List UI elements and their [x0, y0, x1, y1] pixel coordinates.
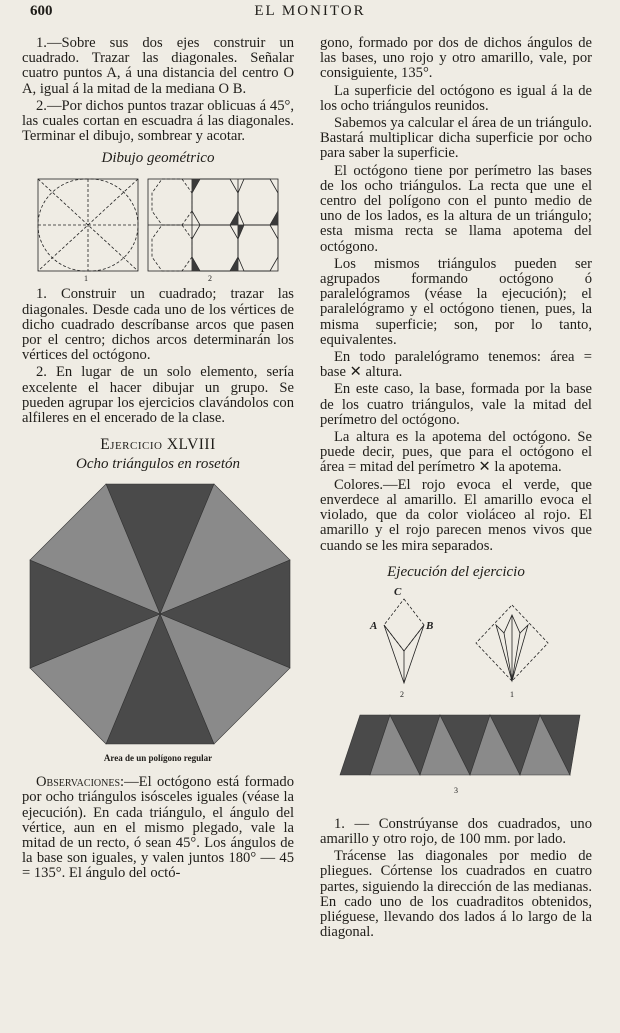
folding-step-1	[476, 605, 548, 681]
paragraph: La superficie del octógono es igual á la de los ocho triángulos reunidos.	[320, 82, 592, 114]
octagon-pattern	[148, 179, 278, 271]
exercise-heading: Ejercicio XLVIII	[100, 436, 216, 454]
execution-figure	[320, 585, 592, 811]
running-title: EL MONITOR	[254, 3, 366, 19]
folding-step-2	[384, 599, 424, 683]
paragraph: Trácense las diagonales por medio de pliegues. Córtense los cuadrados en cuatro partes, siguiendo la dirección de las medianas. En cado uno de los cuadraditos obtenidos, pliéguese, llevando dos lados á lo largo de la diagonal.	[320, 848, 592, 941]
octagon-caption: Area de un polígono regular	[103, 753, 213, 764]
octagon-rosette-figure	[22, 477, 294, 751]
figure-number: 2	[208, 274, 212, 284]
paragraph: Los mismos triángulos pueden ser agrupados formando octógono ó paralelógramos (véase la ejecución); el paralelógramo y el octógono tienen, pues, la misma superficie; son, por lo tanto, equivalentes.	[320, 255, 592, 348]
paragraph: 2.—Por dichos puntos trazar oblicuas á 45°, las cuales cortan en escuadra á las diagonales. Terminar el dibujo, sombrear y acotar.	[22, 97, 294, 145]
paragraph: 1. — Constrúyanse dos cuadrados, uno amarillo y otro rojo, de 100 mm. por lado.	[320, 815, 592, 847]
paragraph: Colores.—El rojo evoca el verde, que enverdece al amarillo. El amarillo evoca el violado, que da color violáceo al rojo. El amarillo y el rojo parecen menos vivos que cuando se les mira separados.	[320, 476, 592, 554]
page-header	[0, 3, 620, 23]
paragraph: Sabemos ya calcular el área de un triángulo. Bastará multiplicar dicha superficie por ocho para saber la superficie.	[320, 115, 592, 162]
label-c: C	[394, 585, 402, 598]
observations-label: Observaciones:	[36, 774, 125, 791]
figure-number: 1	[510, 689, 514, 699]
paragraph: En este caso, la base, formada por la base de los cuatro triángulos, vale la mitad del perímetro del octógono.	[320, 381, 592, 428]
page-number: 600	[30, 3, 53, 19]
figure-number: 1	[84, 274, 88, 284]
exercise-subtitle: Ocho triángulos en rosetón	[75, 456, 241, 473]
paragraph: gono, formado por dos de dichos ángulos de las bases, uno rojo y otro amarillo, vale, por consiguiente, 135°.	[320, 35, 592, 82]
right-column	[320, 36, 592, 942]
label-b: B	[426, 619, 434, 632]
paragraph: 2. En lugar de un solo elemento, sería excelente el hacer dibujar un grupo. Se pueden agrupar los ejercicios clavándolos con alfileres en el encerado de la clase.	[22, 364, 294, 427]
paragraph: El octógono tiene por perímetro las bases de los ocho triángulos. La recta que une el centro del polígono con el punto medio de uno de los lados, es la altura de un triángulo; esta misma recta se llama apotema del octógono.	[320, 162, 592, 255]
construction-square	[38, 179, 138, 271]
left-column	[22, 36, 294, 884]
paragraph: La altura es la apotema del octógono. Se puede decir, pues, que para el octógono el área = mitad del perímetro ✕ la apotema.	[320, 429, 592, 476]
paragraph: 1.—Sobre sus dos ejes construir un cuadrado. Trazar las diagonales. Señalar cuatro puntos A, á una distancia del centro O A, igual á la mitad de la mediana O B.	[22, 35, 294, 97]
geometric-drawing-figure	[22, 171, 294, 283]
paragraph: 1. Construir un cuadrado; trazar las diagonales. Desde cada uno de los vértices de dicho cuadrado descríbanse arcos que pasen por el centro; dichos arcos determinarán los vértices del octógono.	[22, 286, 294, 364]
figure-number: 2	[400, 689, 404, 699]
figure-caption: Ejecución del ejercicio	[387, 563, 525, 580]
paragraph: En todo paralelógramo tenemos: área = base ✕ altura.	[320, 349, 592, 381]
figure-caption: Dibujo geométrico	[101, 150, 215, 167]
observations-text: —El octógono está formado por ocho triángulos isósceles iguales (véase la ejecución). En cada triángulo, el ángulo del vértice, aun en el mismo plegado, vale la mitad de un recto, ó sean 45°. Los ángulos de la base son iguales, y valen juntos 180° — 45 = 135°. El ángulo del octó-	[22, 774, 294, 882]
parallelogram-strip	[340, 715, 580, 775]
label-a: A	[370, 619, 378, 632]
figure-number: 3	[454, 785, 458, 795]
